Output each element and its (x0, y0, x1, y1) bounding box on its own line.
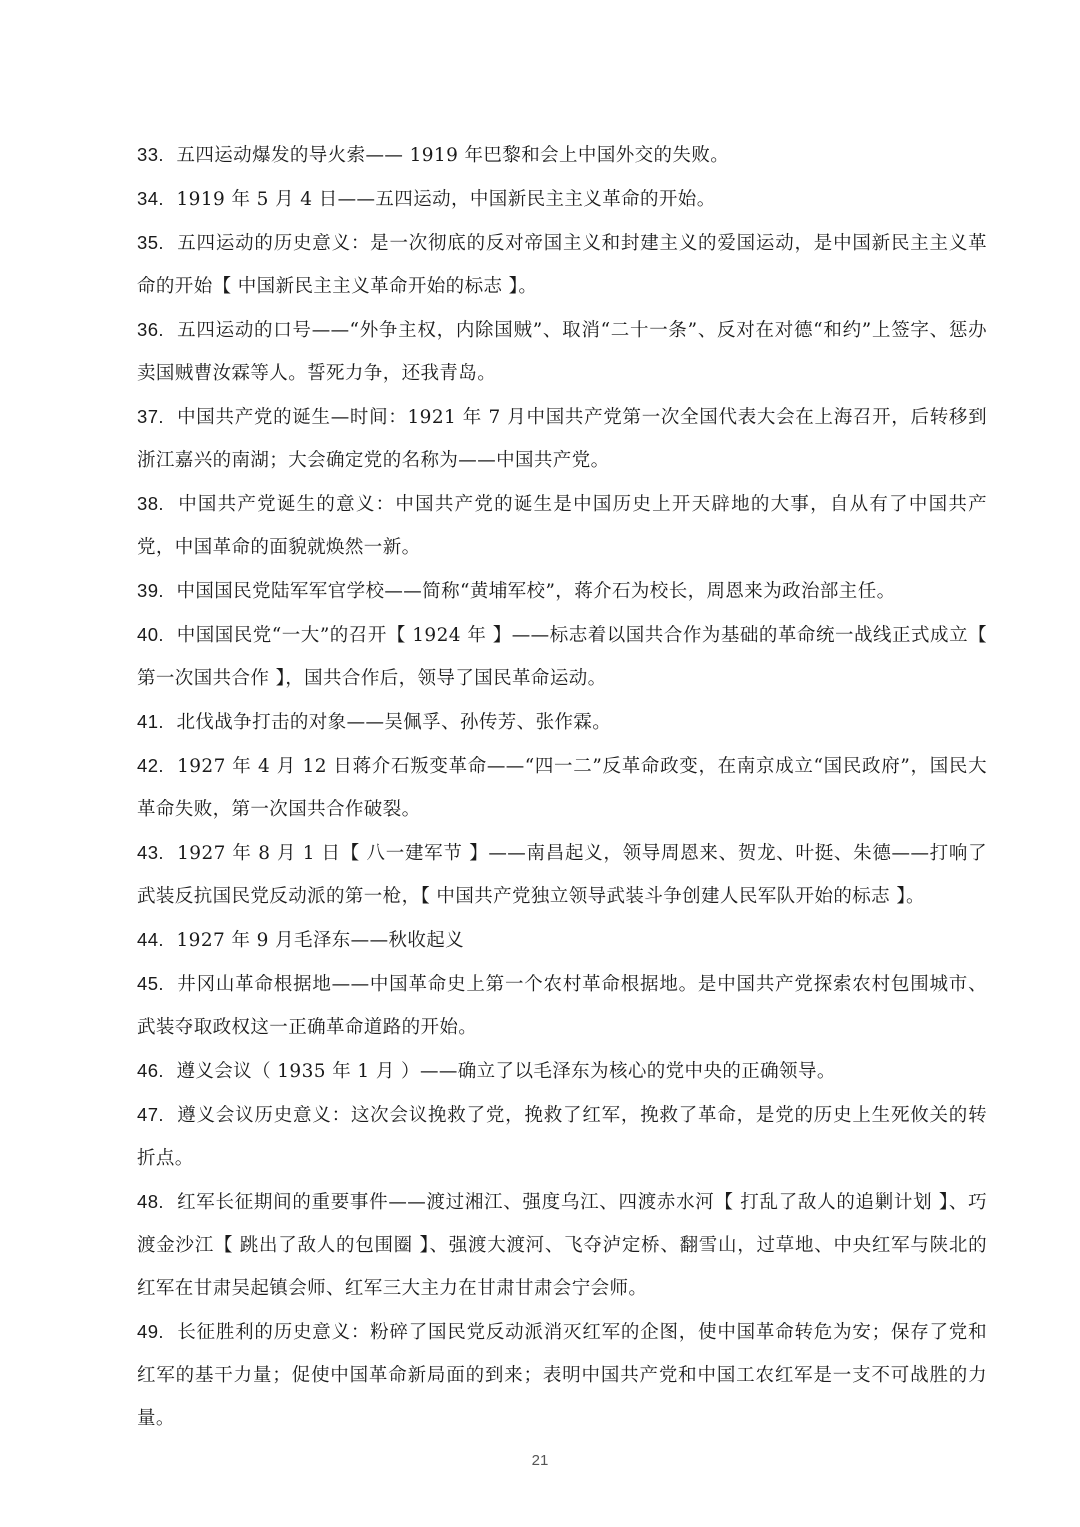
item-number: 47. (137, 1104, 164, 1125)
item-number: 38. (137, 493, 164, 514)
list-item (137, 613, 987, 700)
document-body (137, 133, 987, 1440)
item-number: 48. (137, 1191, 164, 1212)
item-text: 中国共产党诞生的意义：中国共产党的诞生是中国历史上开天辟地的大事，自从有了中国共产党，中国革命的面貌就焕然一新。 (137, 494, 988, 558)
list-item (137, 1180, 987, 1310)
item-text: 中国共产党的诞生—时间：1921 年 7 月中国共产党第一次全国代表大会在上海召开，后转移到浙江嘉兴的南湖；大会确定党的名称为——中国共产党。 (137, 407, 987, 471)
item-text: 北伐战争打击的对象——吴佩孚、孙传芳、张作霖。 (176, 712, 612, 733)
item-text: 井冈山革命根据地——中国革命史上第一个农村革命根据地。是中国共产党探索农村包围城市、武装夺取政权这一正确革命道路的开始。 (137, 974, 987, 1038)
item-text: 五四运动的口号——“外争主权，内除国贼”、取消“二十一条”、反对在对德“和约”上签字、惩办卖国贼曹汝霖等人。誓死力争，还我青岛。 (137, 320, 988, 384)
list-item (137, 221, 987, 308)
list-item (137, 1310, 987, 1440)
item-number: 44. (137, 929, 164, 950)
item-text: 1927 年 4 月 12 日蒋介石叛变革命——“四一二”反革命政变，在南京成立“国民政府”，国民大革命失败，第一次国共合作破裂。 (137, 756, 988, 820)
item-number: 49. (137, 1321, 164, 1342)
page-number: 21 (531, 1452, 549, 1469)
list-item (137, 308, 987, 395)
item-text: 中国国民党陆军军官学校——简称“黄埔军校”，蒋介石为校长，周恩来为政治部主任。 (176, 581, 896, 602)
item-text: 1919 年 5 月 4 日——五四运动，中国新民主主义革命的开始。 (176, 189, 716, 210)
item-number: 42. (137, 755, 164, 776)
item-text: 五四运动爆发的导火索—— 1919 年巴黎和会上中国外交的失败。 (176, 145, 730, 166)
list-item (137, 918, 987, 962)
list-item (137, 133, 987, 177)
item-number: 46. (137, 1060, 164, 1081)
item-number: 43. (137, 842, 164, 863)
item-text: 五四运动的历史意义：是一次彻底的反对帝国主义和封建主义的爱国运动，是中国新民主主义革命的开始【 中国新民主主义革命开始的标志 】。 (137, 233, 987, 297)
list-item (137, 1093, 987, 1180)
list-item (137, 744, 987, 831)
item-number: 33. (137, 144, 164, 165)
item-number: 40. (137, 624, 164, 645)
item-number: 36. (137, 319, 164, 340)
item-text: 红军长征期间的重要事件——渡过湘江、强度乌江、四渡赤水河【 打乱了敌人的追剿计划 】、巧渡金沙江【 跳出了敌人的包围圈 】、强渡大渡河、飞夺泸定桥、翻雪山，过草地、中央红军与陕北的红军在甘肃吴起镇会师、红军三大主力在甘肃甘肃会宁会师。 (137, 1192, 987, 1299)
item-text: 1927 年 9 月毛泽东——秋收起义 (176, 930, 465, 951)
list-item (137, 569, 987, 613)
item-number: 45. (137, 973, 164, 994)
item-text: 长征胜利的历史意义：粉碎了国民党反动派消灭红军的企图，使中国革命转危为安；保存了党和红军的基干力量；促使中国革命新局面的到来；表明中国共产党和中国工农红军是一支不可战胜的力量。 (137, 1322, 987, 1429)
list-item (137, 831, 987, 918)
list-item (137, 482, 987, 569)
item-number: 39. (137, 580, 164, 601)
list-item (137, 177, 987, 221)
list-item (137, 700, 987, 744)
item-text: 1927 年 8 月 1 日【 八一建军节 】——南昌起义，领导周恩来、贺龙、叶挺、朱德——打响了武装反抗国民党反动派的第一枪，【 中国共产党独立领导武装斗争创建人民军队开始的标志 】。 (137, 843, 987, 907)
list-item (137, 395, 987, 482)
item-number: 41. (137, 711, 164, 732)
item-text: 遵义会议历史意义：这次会议挽救了党，挽救了红军，挽救了革命，是党的历史上生死攸关的转折点。 (137, 1105, 987, 1169)
item-text: 遵义会议（ 1935 年 1 月 ）——确立了以毛泽东为核心的党中央的正确领导。 (176, 1061, 836, 1082)
list-item (137, 1049, 987, 1093)
item-number: 35. (137, 232, 164, 253)
item-text: 中国国民党“一大”的召开【 1924 年 】——标志着以国共合作为基础的革命统一战线正式成立【 第一次国共合作 】，国共合作后，领导了国民革命运动。 (137, 625, 987, 689)
item-number: 37. (137, 406, 164, 427)
item-number: 34. (137, 188, 164, 209)
list-item (137, 962, 987, 1049)
